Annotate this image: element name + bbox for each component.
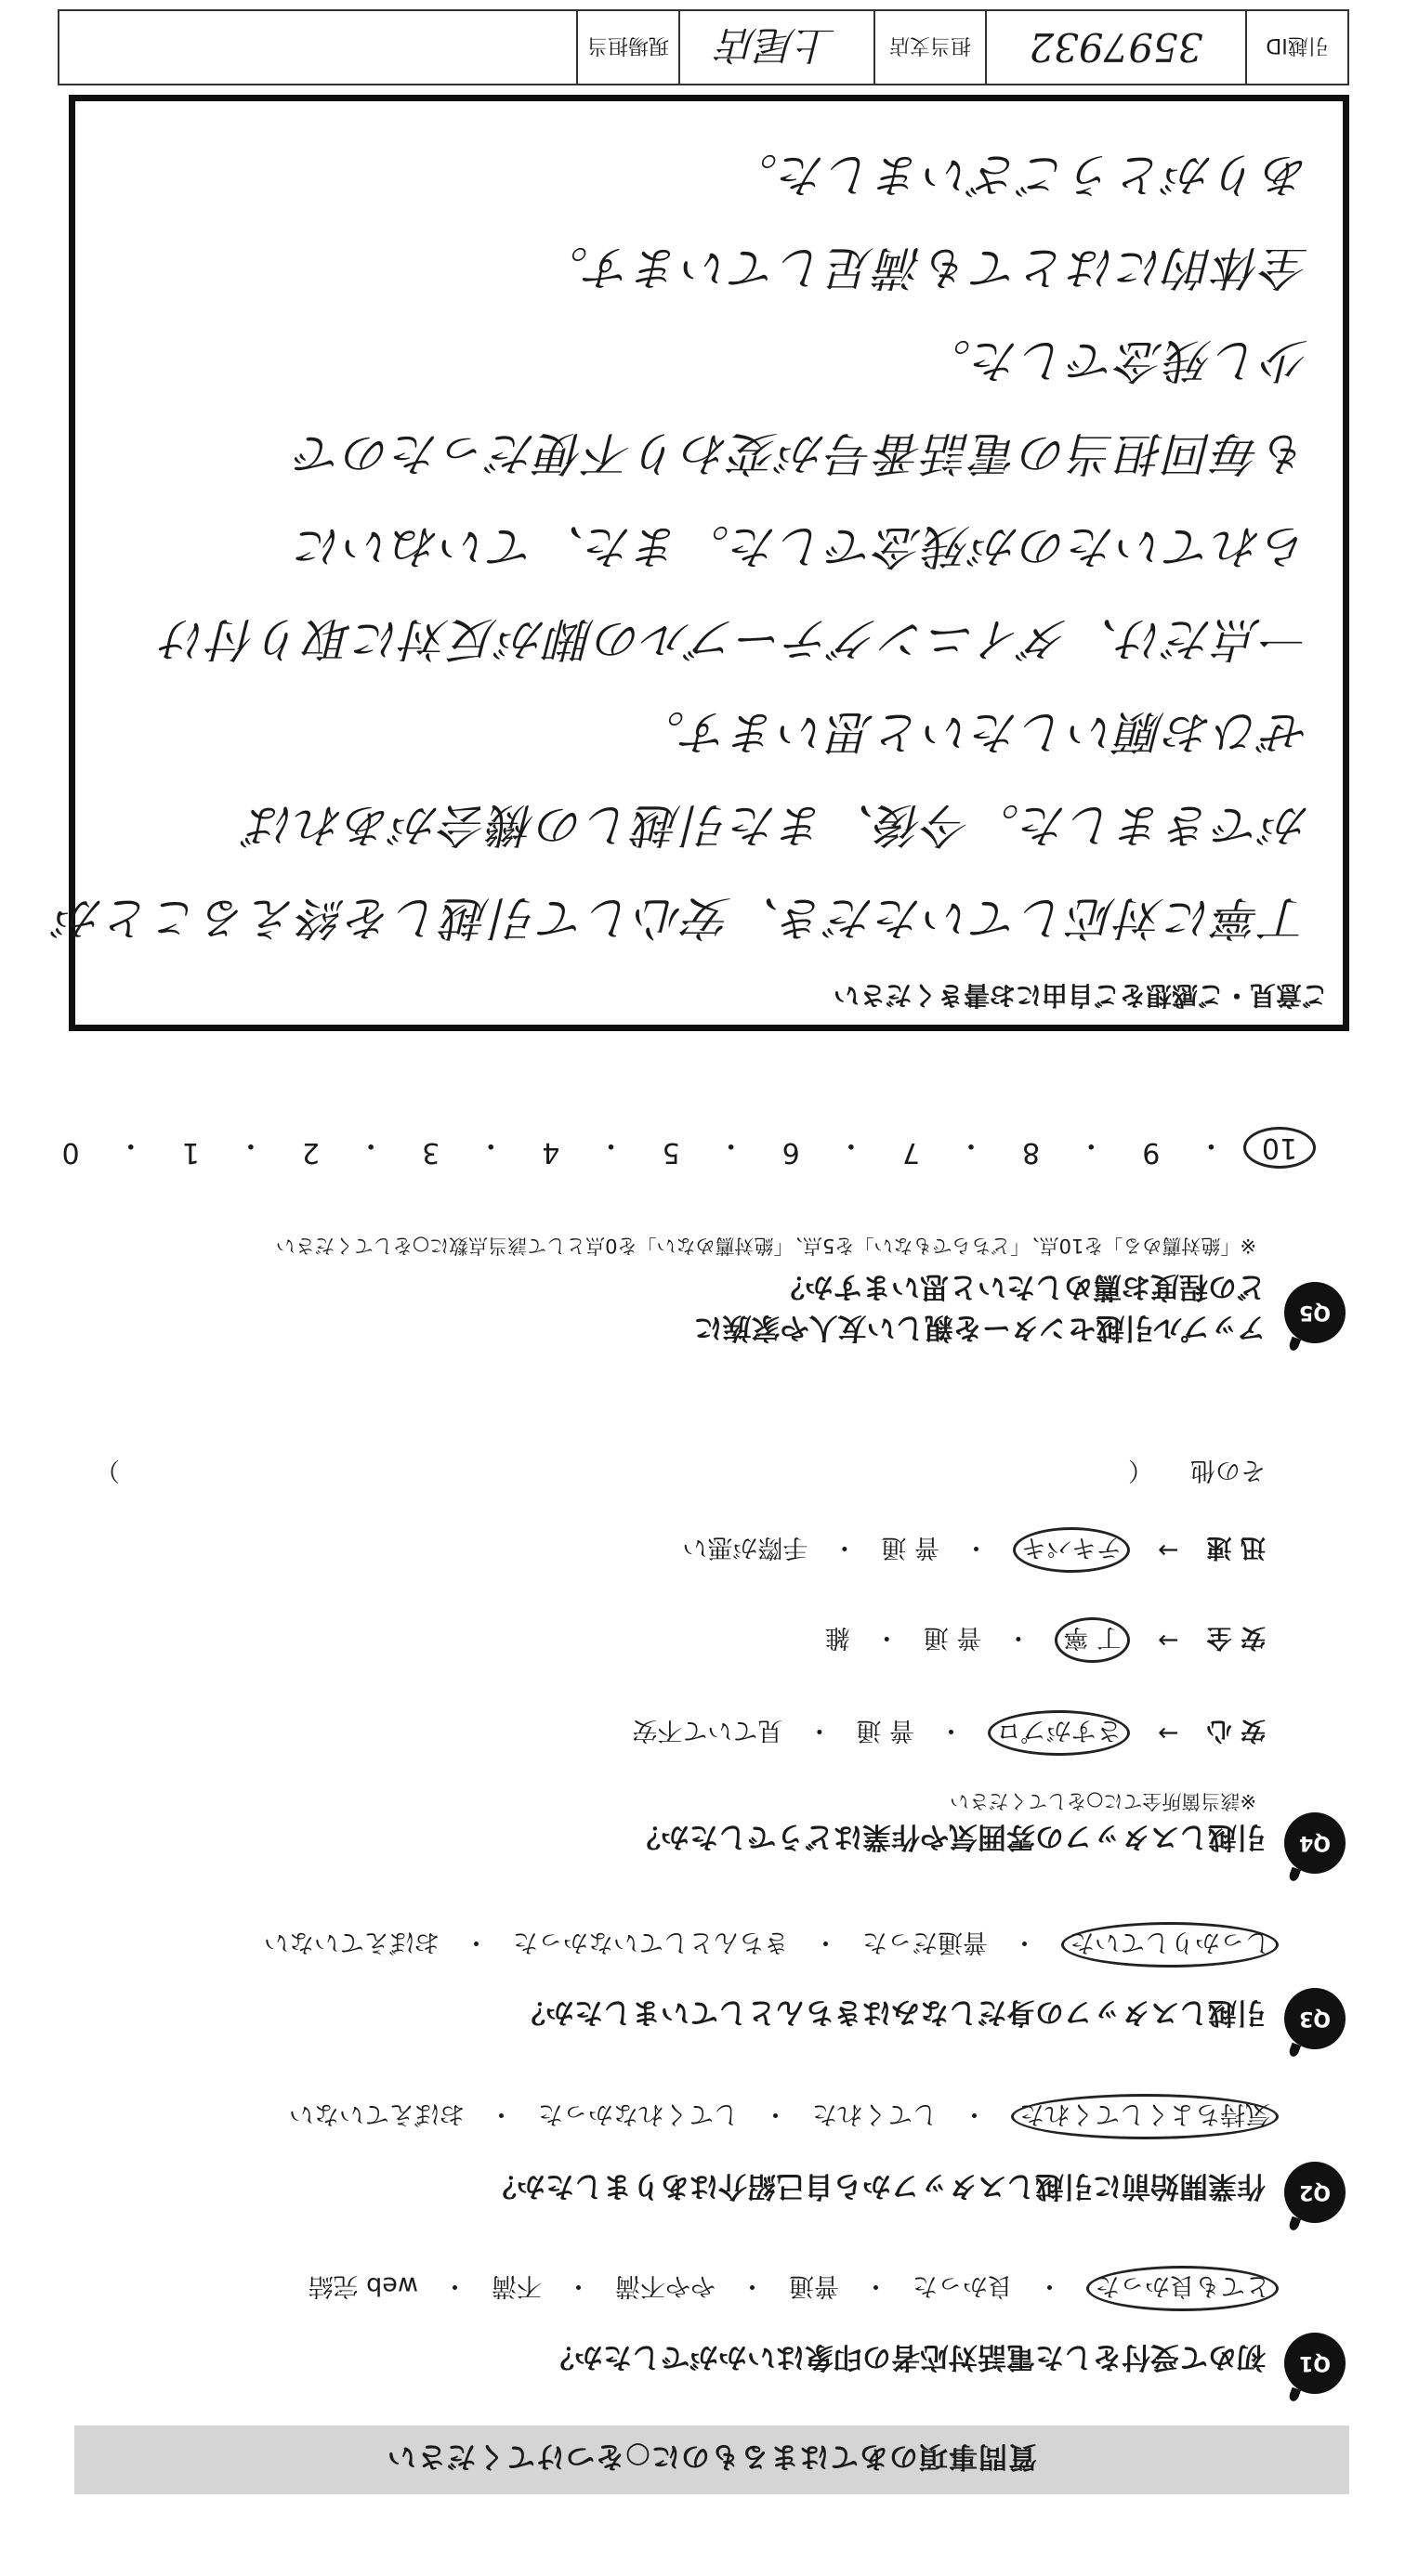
q1-option-selected[interactable]: とても良かった [1086, 2266, 1279, 2311]
branch-value: 上尾店 [678, 11, 873, 84]
q4-option[interactable]: 見ていて不安 [632, 1716, 783, 1745]
q5-note: ※「絶対薦める」を10点、「どちらでもない」を5点、「絶対薦めない」を0点として該当点数に○をしてください [275, 1235, 1256, 1257]
q2-option[interactable]: おぼえていない [289, 2099, 465, 2128]
scale-dot: ・ [357, 1129, 386, 1161]
scale-dot: ・ [716, 1129, 745, 1161]
q4-row-jinsoku: 迅 速 → テキパキ ・ 普 通 ・ 手際が悪い [682, 1527, 1266, 1573]
scale-dot: ・ [597, 1129, 625, 1161]
q3-option[interactable]: おぼえていない [264, 1928, 440, 1956]
q5-score[interactable]: 5 [662, 1136, 680, 1169]
scale-dot: ・ [836, 1129, 865, 1161]
q1-option[interactable]: 普通 [789, 2271, 839, 2300]
q1-options: とても良かった ・ 良かった ・ 普通 ・ やや不満 ・ 不満 ・ web 完結 [309, 2266, 1279, 2311]
q3-option[interactable]: きちんとしていなかった [513, 1928, 789, 1956]
q3-option-selected[interactable]: しっかりしていた [1061, 1922, 1279, 1968]
q4-option[interactable]: 雑 [824, 1623, 850, 1652]
q3-badge: Q3 [1284, 1988, 1346, 2049]
q4-other-row [95, 1455, 1266, 1491]
q4-note: ※該当箇所全てに○をしてください [950, 1790, 1256, 1812]
comment-line: 一点だけ、ダイニングテーブルの脚が反対に取り付け [159, 612, 1309, 666]
comment-line: ありがとうございました。 [729, 148, 1309, 202]
id-value: 3597932 [985, 11, 1245, 84]
reviewer-label: 現場担当 [576, 11, 678, 84]
comment-line: 少し残念でした。 [923, 333, 1309, 387]
q5-score[interactable]: 6 [781, 1136, 800, 1169]
arrow-icon: → [1157, 1536, 1179, 1564]
q4-option[interactable]: 普 通 [923, 1623, 982, 1652]
comment-box[interactable] [55, 95, 1349, 1031]
q4-option[interactable]: 手際が悪い [682, 1533, 808, 1562]
q4-option[interactable]: 普 通 [881, 1533, 939, 1562]
q4-other-close: ） [95, 1456, 120, 1484]
comment-heading: ご意見・ご感想をご自由にお書きください [833, 980, 1328, 1011]
arrow-icon: → [1157, 1719, 1179, 1747]
q4-option-selected[interactable]: 丁 寧 [1055, 1617, 1130, 1663]
scale-dot: ・ [1077, 1129, 1106, 1161]
reviewer-field[interactable] [59, 11, 576, 84]
q5-score[interactable]: 7 [901, 1136, 920, 1169]
q4-other-open: （ [1128, 1456, 1153, 1484]
scale-dot: ・ [477, 1129, 506, 1161]
q4-row-label: 迅 速 [1206, 1533, 1266, 1562]
q3-option[interactable]: 普通だった [862, 1928, 988, 1956]
q2-badge: Q2 [1284, 2162, 1346, 2223]
q1-option[interactable]: web 完結 [308, 2271, 418, 2300]
comment-line: ができました。今後、また引越しの機会があれば [246, 798, 1309, 852]
comment-line: ぜひお願いしたいと思います。 [637, 705, 1309, 759]
q4-option-selected[interactable]: テキパキ [1013, 1527, 1130, 1573]
scale-dot: ・ [1197, 1129, 1226, 1161]
q5-score[interactable]: 4 [542, 1136, 560, 1169]
q2-option-selected[interactable]: 気持ちよくしてくれた [1011, 2094, 1279, 2139]
q4-row-anzen: 安 全 → 丁 寧 ・ 普 通 ・ 雑 [825, 1617, 1266, 1663]
comment-line: 丁寧に対応していただき、安心して引越しを終えることが [55, 891, 1309, 945]
q5-question-line1: アップル引越センターを親しい友人や家族に [693, 1311, 1266, 1344]
q5-score-selected[interactable]: 10 [1243, 1127, 1316, 1169]
instructions-banner: 質問事項のあてはまるものに○をつけてください [74, 2426, 1349, 2494]
q1-badge: Q1 [1284, 2333, 1346, 2394]
q4-other-label: その他 [1190, 1456, 1266, 1484]
q4-row-label: 安 心 [1206, 1716, 1266, 1745]
q4-option[interactable]: 普 通 [856, 1716, 914, 1745]
q5-score[interactable]: 2 [301, 1136, 321, 1169]
q1-question: 初めて受付をした電話対応者の印象はいかがでしたか？ [545, 2340, 1266, 2373]
q4-row-anshin: 安 心 → さすがプロ ・ 普 通 ・ 見ていて不安 [632, 1710, 1266, 1756]
scale-dot: ・ [236, 1129, 265, 1161]
id-label: 引越ID [1245, 11, 1347, 84]
arrow-icon: → [1157, 1626, 1179, 1654]
q5-score[interactable]: 3 [422, 1136, 440, 1169]
q2-options: 気持ちよくしてくれた ・ してくれた ・ してくれなかった ・ おぼえていない [289, 2094, 1279, 2139]
comment-line: られていたのが残念でした。また、ていねいに [295, 519, 1309, 573]
comment-line: 全体的にはとても満足しています。 [540, 241, 1309, 294]
q3-options: しっかりしていた ・ 普通だった ・ きちんとしていなかった ・ おぼえていない [264, 1922, 1279, 1968]
branch-label: 担当支店 [873, 11, 985, 84]
q5-score[interactable]: 1 [181, 1136, 200, 1169]
admin-table [58, 9, 1349, 85]
scale-dot: ・ [116, 1129, 145, 1161]
q1-option[interactable]: やや不満 [615, 2271, 716, 2300]
q1-option[interactable]: 不満 [492, 2271, 542, 2300]
q5-question-line2: どの程度お薦めしたいと思いますか？ [776, 1270, 1266, 1303]
q5-score[interactable]: 0 [61, 1136, 80, 1169]
scale-dot: ・ [957, 1129, 986, 1161]
q4-option-selected[interactable]: さすがプロ [988, 1710, 1130, 1756]
q2-question: 作業開始前に引越しスタッフから自己紹介はありましたか？ [488, 2169, 1266, 2203]
q4-row-label: 安 全 [1206, 1623, 1266, 1652]
q3-question: 引越しスタッフの身だしなみはきちんとしていましたか？ [517, 1995, 1266, 2029]
q1-option[interactable]: 良かった [913, 2271, 1013, 2300]
q5-score-scale [43, 1127, 1316, 1169]
comment-line: も毎回担当の電話番号が変わり不便だったので [295, 426, 1309, 480]
q5-badge: Q5 [1284, 1282, 1346, 1343]
q4-badge: Q4 [1284, 1812, 1346, 1874]
q2-option[interactable]: してくれた [812, 2099, 938, 2128]
q5-score[interactable]: 9 [1142, 1136, 1161, 1169]
q5-score[interactable]: 8 [1022, 1136, 1041, 1169]
q2-option[interactable]: してくれなかった [538, 2099, 739, 2128]
q4-question: 引越しスタッフの雰囲気や作業はどうでしたか？ [632, 1820, 1266, 1853]
